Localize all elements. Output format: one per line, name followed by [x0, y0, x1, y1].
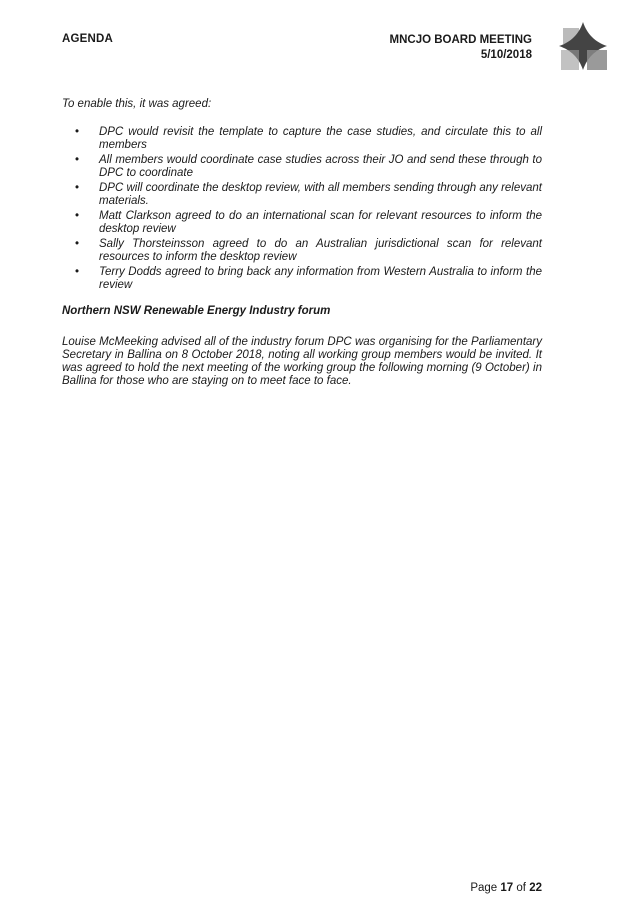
list-item: • Matt Clarkson agreed to do an international scan for relevant resources to inform the desktop review: [75, 210, 542, 235]
bullet-icon: •: [75, 182, 80, 194]
page-label: Page: [470, 882, 498, 894]
list-item: • Terry Dodds agreed to bring back any information from Western Australia to inform the review: [75, 266, 542, 291]
mncjo-logo-icon: [557, 20, 609, 72]
bullet-icon: •: [75, 126, 80, 138]
bullet-icon: •: [75, 210, 80, 222]
bullet-icon: •: [75, 238, 80, 250]
header-agenda-label: AGENDA: [62, 33, 114, 45]
list-item: • DPC would revisit the template to capture the case studies, and circulate this to all members: [75, 126, 542, 151]
list-item: • Sally Thorsteinsson agreed to do an Australian jurisdictional scan for relevant resources to inform the desktop review: [75, 238, 542, 263]
list-item: • All members would coordinate case studies across their JO and send these through to DPC to coordinate: [75, 154, 542, 179]
section-heading: Northern NSW Renewable Energy Industry forum: [62, 305, 331, 317]
bullet-icon: •: [75, 154, 80, 166]
of-label: of: [516, 882, 526, 894]
agreed-actions-list: [62, 126, 542, 294]
page-footer: [470, 882, 542, 894]
meeting-title: MNCJO BOARD MEETING: [389, 34, 532, 46]
list-item: • DPC will coordinate the desktop review, with all members sending through any relevant materials.: [75, 182, 542, 207]
meeting-date: 5/10/2018: [480, 49, 532, 61]
total-pages: 22: [529, 882, 542, 894]
bullet-icon: •: [75, 266, 80, 278]
header-meeting-info: [390, 33, 532, 63]
forum-paragraph: Louise McMeeking advised all of the industry forum DPC was organising for the Parliamentary Secretary in Ballina on 8 October 2018, noting all working group members would be invited. It was agreed to hold the next meeting of the working group the following morning (9 October) in Ballina for those who are staying on to meet face to face.: [62, 336, 542, 387]
intro-text: To enable this, it was agreed:: [62, 98, 212, 110]
page-number: 17: [500, 882, 514, 894]
